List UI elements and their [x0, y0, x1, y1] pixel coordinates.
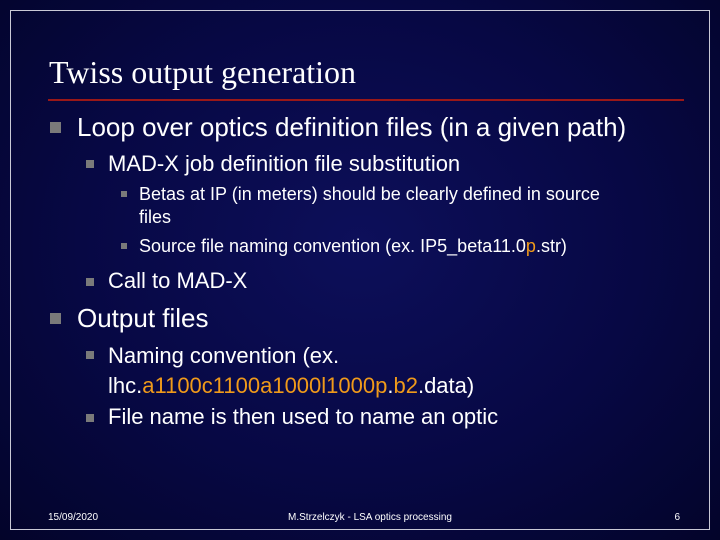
bullet-call-madx: Call to MAD-X: [108, 268, 248, 293]
source-naming-suffix: .str): [535, 236, 567, 256]
bullet-output-files: Output files: [77, 303, 209, 333]
naming-prefix: lhc.: [108, 373, 143, 398]
naming-highlight-optic: a1100c1100a1000l1000p: [142, 373, 388, 398]
bullet-betas-at-ip: [139, 183, 600, 229]
source-naming-highlight: p: [525, 236, 536, 256]
square-bullet-icon: [86, 351, 94, 359]
square-bullet-icon: [86, 278, 94, 286]
bullet-job-definition: MAD-X job definition file substitution: [108, 151, 461, 176]
naming-highlight-beam: b2: [393, 373, 418, 398]
naming-dot: .: [387, 373, 394, 398]
square-bullet-icon: [86, 414, 94, 422]
footer-page-number: 6: [674, 512, 680, 523]
title-underline: [48, 99, 684, 101]
square-bullet-icon: [50, 122, 61, 133]
source-naming-text: Source file naming convention (ex. IP5_beta11.0: [139, 236, 526, 256]
slide-title: Twiss output generation: [49, 54, 357, 90]
naming-line1: Naming convention (ex.: [108, 343, 340, 368]
bullet-betas-line2: files: [139, 207, 172, 227]
naming-suffix: .data): [417, 373, 475, 398]
bullet-file-name-used: File name is then used to name an optic: [108, 404, 499, 429]
bullet-naming-convention: [108, 341, 474, 401]
bullet-source-naming: [139, 235, 567, 258]
footer-author: M.Strzelczyk - LSA optics processing: [288, 512, 452, 523]
square-bullet-icon: [121, 191, 127, 197]
bullet-loop-optics: Loop over optics definition files (in a given path): [77, 112, 627, 142]
footer-date: 15/09/2020: [48, 512, 99, 523]
square-bullet-icon: [86, 160, 94, 168]
bullet-betas-line1: Betas at IP (in meters) should be clearly defined in source: [139, 184, 600, 204]
square-bullet-icon: [121, 243, 127, 249]
naming-line2: [108, 371, 474, 401]
square-bullet-icon: [50, 313, 61, 324]
